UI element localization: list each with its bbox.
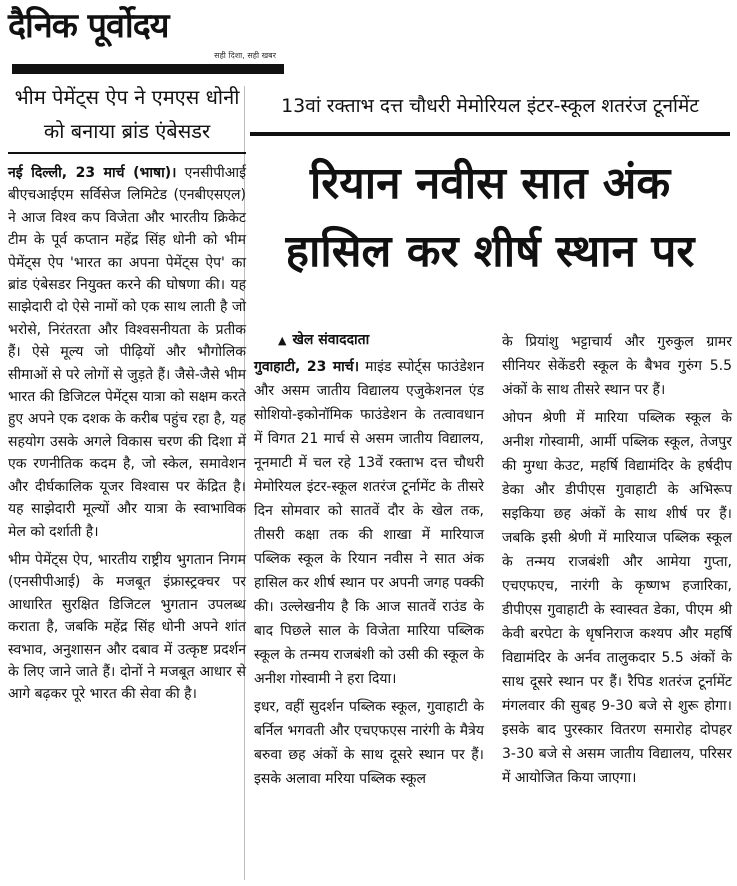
newspaper-tagline: सही दिशा, सही खबर (214, 51, 276, 60)
main-article-subheadline: 13वां रक्ताभ दत्त चौधरी मेमोरियल इंटर-स्कूल शतरंज टूर्नामेंट (250, 86, 730, 136)
left-article-para-1-text: एनसीपीआई बीएचआईएम सर्विसेज लिमिटेड (एनबीएसएल) ने आज विश्व कप विजेता और भारतीय क्रिकेट टीम के पूर्व कप्तान महेंद्र सिंह धोनी को भीम पेमेंट्स ऐप 'भारत का अपना पेमेंट्स ऐप' का ब्रांड एंबेसडर नियुक्त करने की घोषणा की। यह साझेदारी दो ऐसे नामों को एक साथ लाती है जो भरोसे, निरंतरता और विश्वसनीयता के प्रतीक हैं। ऐसे मूल्य जो पीढ़ियों और भौगोलिक सीमाओं से परे लोगों से जुड़ते हैं। जैसे-जैसे भीम भारत की डिजिटल पेमेंट्स यात्रा को सक्षम करते हुए अपने एक दशक के करीब पहुंच रहा है, यह सहयोग उसके अगले विकास चरण की दिशा में एक रणनीतिक कदम है, जो स्केल, समावेशन और दीर्घकालिक यूजर विश्वास पर केंद्रित है। यह साझेदारी मूल्यों और यात्रा के स्वाभाविक मेल को दर्शाती है। (8, 165, 246, 540)
byline-text: खेल संवाददाता (292, 332, 370, 348)
left-article-body (8, 162, 246, 706)
left-article-headline: भीम पेमेंट्स ऐप ने एमएस धोनी को बनाया ब्रांड एंबेसडर (8, 80, 246, 154)
main-article-para-4: ओपन श्रेणी में मारिया पब्लिक स्कूल के अनीश गोस्वामी, आर्मी पब्लिक स्कूल, तेजपुर की मुग्धा केउट, महर्षि विद्यामंदिर के हर्षदीप डेका और डीपीएस गुवाहाटी के अभिरूप सइकिया छह अंकों के साथ शीर्ष पर हैं। जबकि इसी श्रेणी में मारियाज पब्लिक स्कूल के तन्मय राजबंशी और आमेया गुप्ता, एचएफएच, नारंगी के कृष्णभ हजारिका, डीपीएस गुवाहाटी के स्वास्वत डेका, पीएम श्री केवी बरपेटा के धृषनिराज कश्यप और महर्षि विद्यामंदिर के अर्नव तालुकदार 5.5 अंकों के साथ दूसरे स्थान पर हैं। रैपिड शतरंज टूर्नामेंट मंगलवार की सुबह 9-30 बजे से शुरू होगा। इसके बाद पुरस्कार वितरण समारोह दोपहर 3-30 बजे से असम जातीय विद्यालय, परिसर में आयोजित किया जाएगा। (502, 410, 732, 786)
main-article-para-1-text: माइंड स्पोर्ट्स फाउंडेशन और असम जातीय विद्यालय एजुकेशनल एंड सोशियो-इकोनॉमिक फाउंडेशन के तत्वावधान में विगत 21 मार्च से असम जातीय विद्यालय, नूनमाटी में चल रहे 13वें रक्ताभ दत्त चौधरी मेमोरियल इंटर-स्कूल शतरंज टूर्नामेंट के तीसरे दिन सोमवार को सातवें दौर के खेल तक, तीसरी कक्षा तक की शाखा में मारियाज पब्लिक स्कूल के रियान नवीस ने सात अंक हासिल कर शीर्ष स्थान पर अपनी जगह पक्की की। उल्लेखनीय है कि आज सातवें राउंड के बाद पिछले साल के विजेता मारिया पब्लिक स्कूल के तन्मय राजबंशी को उसी की स्कूल के अनीश गोस्वामी ने हरा दिया। (254, 359, 485, 687)
main-article-headline: रियान नवीस सात अंक हासिल कर शीर्ष स्थान पर (285, 158, 695, 277)
left-article (8, 80, 246, 712)
left-article-para-1 (8, 162, 246, 543)
main-article-header (250, 86, 730, 286)
main-article-dateline: गुवाहाटी, 23 मार्च। (254, 359, 360, 375)
main-article-column-1 (254, 330, 484, 795)
logo-underline-bar (12, 64, 284, 74)
byline (278, 330, 484, 351)
left-article-dateline: नई दिल्ली, 23 मार्च (भाषा)। (8, 165, 177, 181)
byline-triangle-icon: ▲ (278, 334, 287, 347)
main-article-para-2: इधर, वहीं सुदर्शन पब्लिक स्कूल, गुवाहाटी के बर्निल भगवती और एचएफएस नारंगी के मैत्रेय बरुवा छह अंकों के साथ दूसरे स्थान पर हैं। इसके अलावा मरिया पब्लिक स्कूल (254, 699, 484, 787)
main-article-para-1 (254, 355, 484, 691)
newspaper-logo: दैनिक पूर्वोदय (8, 6, 169, 46)
main-article-column-2 (502, 330, 732, 794)
masthead (8, 4, 290, 74)
left-article-para-2: भीम पेमेंट्स ऐप, भारतीय राष्ट्रीय भुगतान निगम (एनसीपीआई) के मजबूत इंफ्रास्ट्रक्चर पर आधारित सुरक्षित डिजिटल भुगतान उपलब्ध कराता है, जबकि महेंद्र सिंह धोनी अपने शांत स्वभाव, अनुशासन और दबाव में उत्कृष्ट प्रदर्शन के लिए जाने जाते हैं। दोनों ने मजबूत आधार से आगे बढ़कर पूरे भारत की सेवा की है। (8, 551, 246, 703)
main-article-para-3: के प्रियांशु भट्टाचार्य और गुरुकुल ग्रामर सीनियर सेकेंडरी स्कूल के बैभव गुरुंग 5.5 अंकों के साथ तीसरे स्थान पर हैं। (502, 334, 732, 398)
